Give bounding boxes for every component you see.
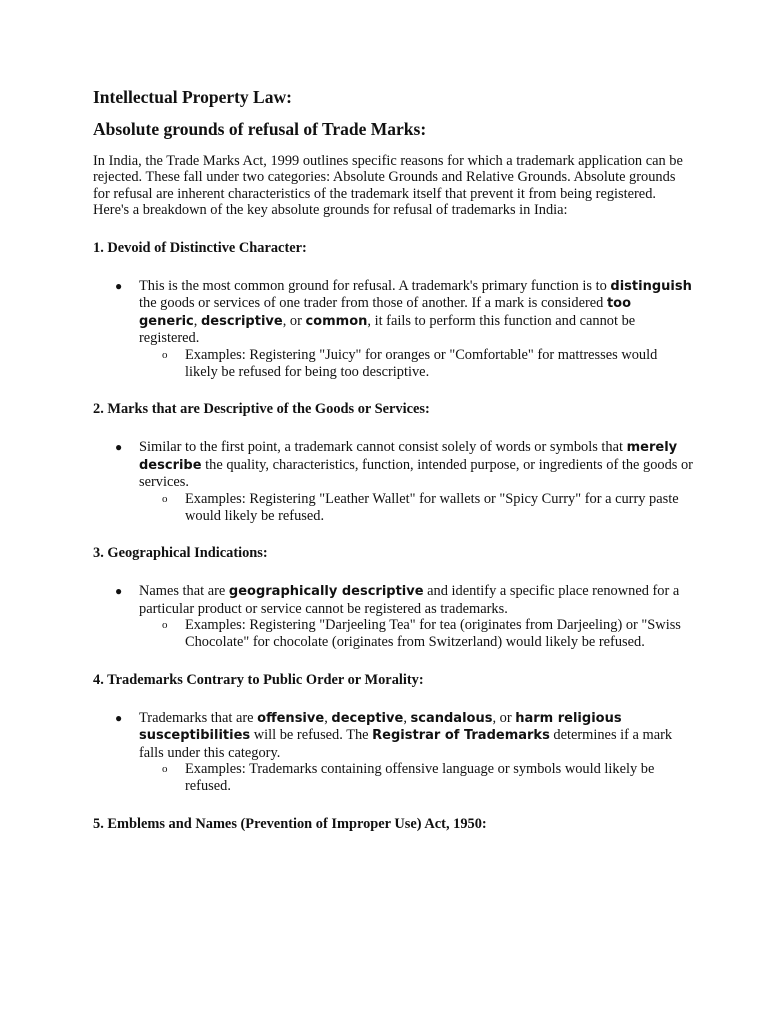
section-heading-2: 2. Marks that are Descriptive of the Goods or Services: (93, 401, 430, 418)
bold-term: distinguish (610, 278, 692, 294)
example-item-1 (93, 347, 693, 380)
bold-term: offensive (257, 710, 325, 726)
example-text: Examples: Registering "Darjeeling Tea" for tea (originates from Darjeeling) or "Swiss Chocolate" for chocolate (originates from Switzerland) would likely be refused. (185, 617, 681, 650)
bullet-text: Names that are (139, 583, 229, 600)
example-item-2 (93, 491, 693, 524)
bullet-text: Similar to the first point, a trademark cannot consist solely of words or symbols that (139, 439, 627, 456)
section-heading-4: 4. Trademarks Contrary to Public Order or Morality: (93, 671, 424, 688)
bullet-item-4 (93, 710, 693, 762)
bullet-text: and identify a specific place renowned for a particular product or service cannot be registered as trademarks. (139, 583, 680, 617)
bullet-dot-icon: ● (115, 584, 123, 599)
example-text: Examples: Registering "Leather Wallet" for wallets or "Spicy Curry" for a curry paste would likely be refused. (185, 490, 679, 524)
example-text: Examples: Trademarks containing offensive language or symbols would likely be refused. (185, 761, 655, 794)
bullet-item-3 (93, 583, 693, 617)
bullet-text: , (193, 312, 201, 329)
bullet-text: , or (282, 312, 306, 329)
bold-term: descriptive (200, 313, 283, 329)
bullet-text: , or (492, 709, 516, 726)
bullet-dot-icon: ● (115, 440, 123, 455)
bullet-text: , it fails to perform this function and cannot be registered. (139, 312, 636, 347)
bold-term: merely describe (139, 440, 678, 473)
circle-bullet-icon: o (162, 763, 168, 776)
bullet-text: the quality, characteristics, function, intended purpose, or ingredients of the goods or services. (139, 456, 693, 491)
intro-paragraph: In India, the Trade Marks Act, 1999 outlines specific reasons for which a trademark application can be rejected. These fall under two categories: Absolute Grounds and Relative Grounds. Absolute grounds for refusal are inherent characteristics of the trademark itself that prevent it from being registered. Here's a breakdown of the key absolute grounds for refusal of trademarks in India: (93, 153, 683, 219)
circle-bullet-icon: o (162, 349, 168, 361)
bullet-text: , (403, 709, 411, 726)
bullet-dot-icon: ● (115, 710, 123, 725)
document-subtitle: Absolute grounds of refusal of Trade Marks: (93, 119, 427, 139)
section-heading-1: 1. Devoid of Distinctive Character: (93, 239, 307, 256)
circle-bullet-icon: o (162, 492, 168, 505)
bullet-item-1 (93, 278, 693, 347)
example-text: Examples: Registering "Juicy" for oranges or "Comfortable" for mattresses would likely be refused for being too descriptive. (185, 347, 658, 380)
bold-term: too generic (139, 296, 632, 329)
document-page (93, 86, 693, 833)
sections-container (93, 240, 693, 833)
bullet-text: determines if a mark falls under this category. (139, 727, 673, 761)
bullet-text: the goods or services of one trader from those of another. If a mark is considered (139, 295, 607, 312)
bullet-text: will be refused. The (250, 727, 373, 744)
bold-term: common (305, 313, 368, 329)
bold-term: scandalous (410, 710, 493, 726)
example-item-4 (93, 761, 693, 794)
bold-term: harm religious susceptibilities (139, 710, 622, 744)
circle-bullet-icon: o (162, 619, 168, 632)
bold-term: deceptive (331, 710, 404, 726)
bold-term: Registrar of Trademarks (372, 728, 550, 744)
bullet-item-2 (93, 439, 693, 491)
bullet-text: Trademarks that are (139, 709, 258, 726)
bold-term: geographically descriptive (228, 584, 424, 600)
section-heading-5: 5. Emblems and Names (Prevention of Improper Use) Act, 1950: (93, 815, 487, 832)
bullet-dot-icon: ● (115, 278, 123, 293)
section-heading-3: 3. Geographical Indications: (93, 545, 268, 562)
document-title: Intellectual Property Law: (93, 87, 292, 107)
example-item-3 (93, 617, 693, 650)
bullet-text: This is the most common ground for refusal. A trademark's primary function is to (139, 277, 611, 294)
bullet-text: , (324, 709, 332, 726)
